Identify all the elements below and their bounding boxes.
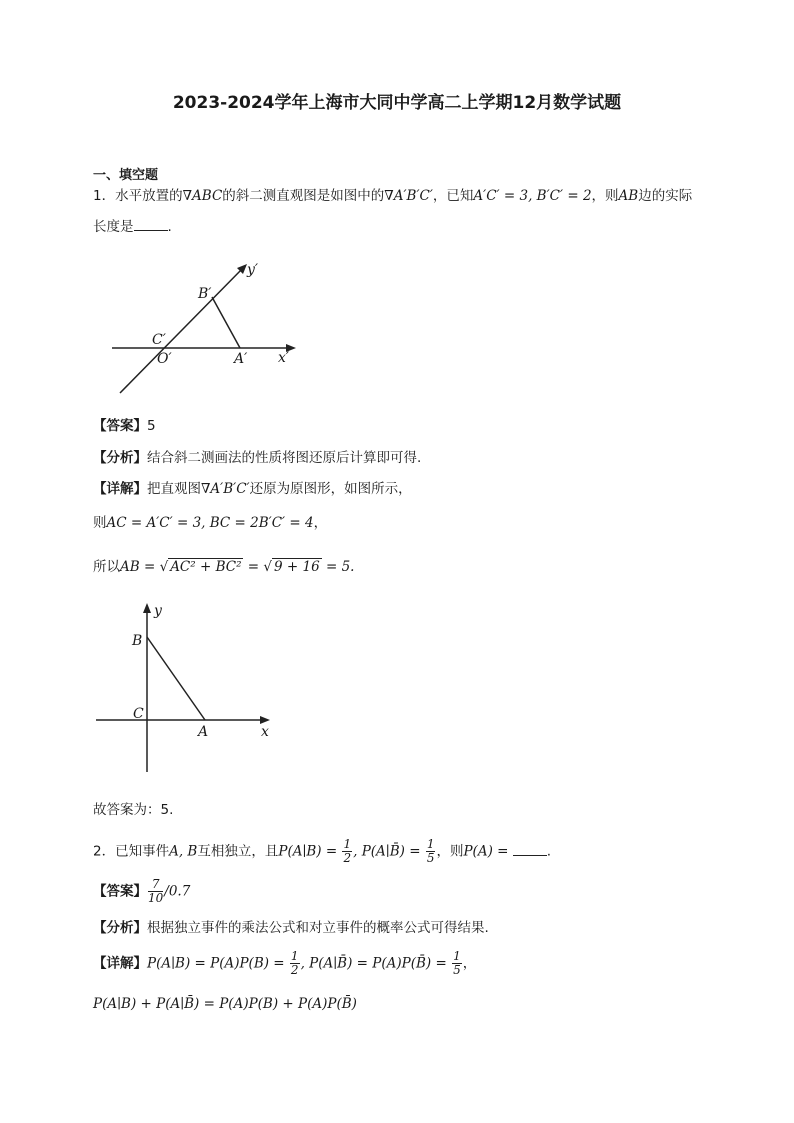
fraction-one-half-detail: $\frac{1}{2}$ (290, 949, 299, 977)
q1-step1: 则AC = A′C′ = 3, BC = 2B′C′ = 4， (93, 515, 328, 531)
original-triangle-figure (90, 600, 290, 780)
label-b: B (132, 633, 143, 649)
q2-stem: 2．已知事件A, B互相独立，且P(A∣B) = $\frac{1}{2}$ , P(A∣B̄) = $\frac{1}{5}$ ，则P(A) = . (93, 837, 552, 865)
q1-step2: 所以AB = √ AC² + BC² = √ 9 + 16 = 5. (93, 559, 355, 575)
oblique-projection-figure (100, 255, 310, 405)
q2-analysis: 【分析】根据独立事件的乘法公式和对立事件的概率公式可得结果. (93, 920, 489, 936)
label-y-prime: y′ (247, 262, 259, 278)
q1-answer: 【答案】5 (93, 418, 156, 434)
label-c-prime: C′ (152, 332, 166, 348)
q1-stem-line1: 1．水平放置的∇ABC的斜二测直观图是如图中的∇A′B′C′，已知A′C′ = 3, B′C′ = 2，则AB边的实际 (93, 188, 693, 204)
label-y: y (154, 603, 162, 619)
segment-b-a (212, 297, 240, 348)
label-x-prime: x′ (278, 350, 290, 366)
fraction-one-half: $\frac{1}{2}$ (343, 837, 352, 865)
page-title: 2023-2024学年上海市大同中学高二上学期12月数学试题 (172, 93, 622, 113)
label-o-prime: O′ (157, 351, 172, 367)
x-arrow (260, 716, 270, 724)
label-a-prime: A′ (234, 351, 248, 367)
answer-blank (134, 216, 168, 231)
label-c: C (133, 706, 144, 722)
label-x: x (261, 724, 269, 740)
answer-blank (513, 841, 547, 856)
label-b-prime: B′ (198, 286, 212, 302)
y-prime-axis (120, 268, 243, 393)
label-a: A (198, 724, 209, 740)
q2-detail-line2: P(A∣B) + P(A∣B̄) = P(A)P(B) + P(A)P(B̄) (93, 996, 357, 1012)
q1-stem-line2: 长度是 . (93, 216, 172, 237)
fraction-one-fifth: $\frac{1}{5}$ (426, 837, 435, 865)
fraction-one-fifth-detail: $\frac{1}{5}$ (453, 949, 461, 977)
y-arrow (143, 603, 151, 613)
q1-detail: 【详解】把直观图∇A′B′C′还原为原图形，如图所示， (93, 481, 412, 497)
q1-conclusion: 故答案为：5. (93, 802, 174, 818)
q2-answer: 【答案】 $\frac{7}{10}$ /0.7 (93, 877, 191, 905)
segment-b-a (147, 637, 205, 720)
section-heading: 一、填空题 (93, 168, 159, 183)
q1-analysis: 【分析】结合斜二测画法的性质将图还原后计算即可得. (93, 450, 422, 466)
q2-detail-line1: 【详解】P(A∣B) = P(A)P(B) = $\frac{1}{2}$ , P(A∣B̄) = P(A)P(B̄) = $\frac{1}{5}$ ， (93, 949, 477, 977)
fraction-answer: $\frac{7}{10}$ (148, 877, 164, 905)
